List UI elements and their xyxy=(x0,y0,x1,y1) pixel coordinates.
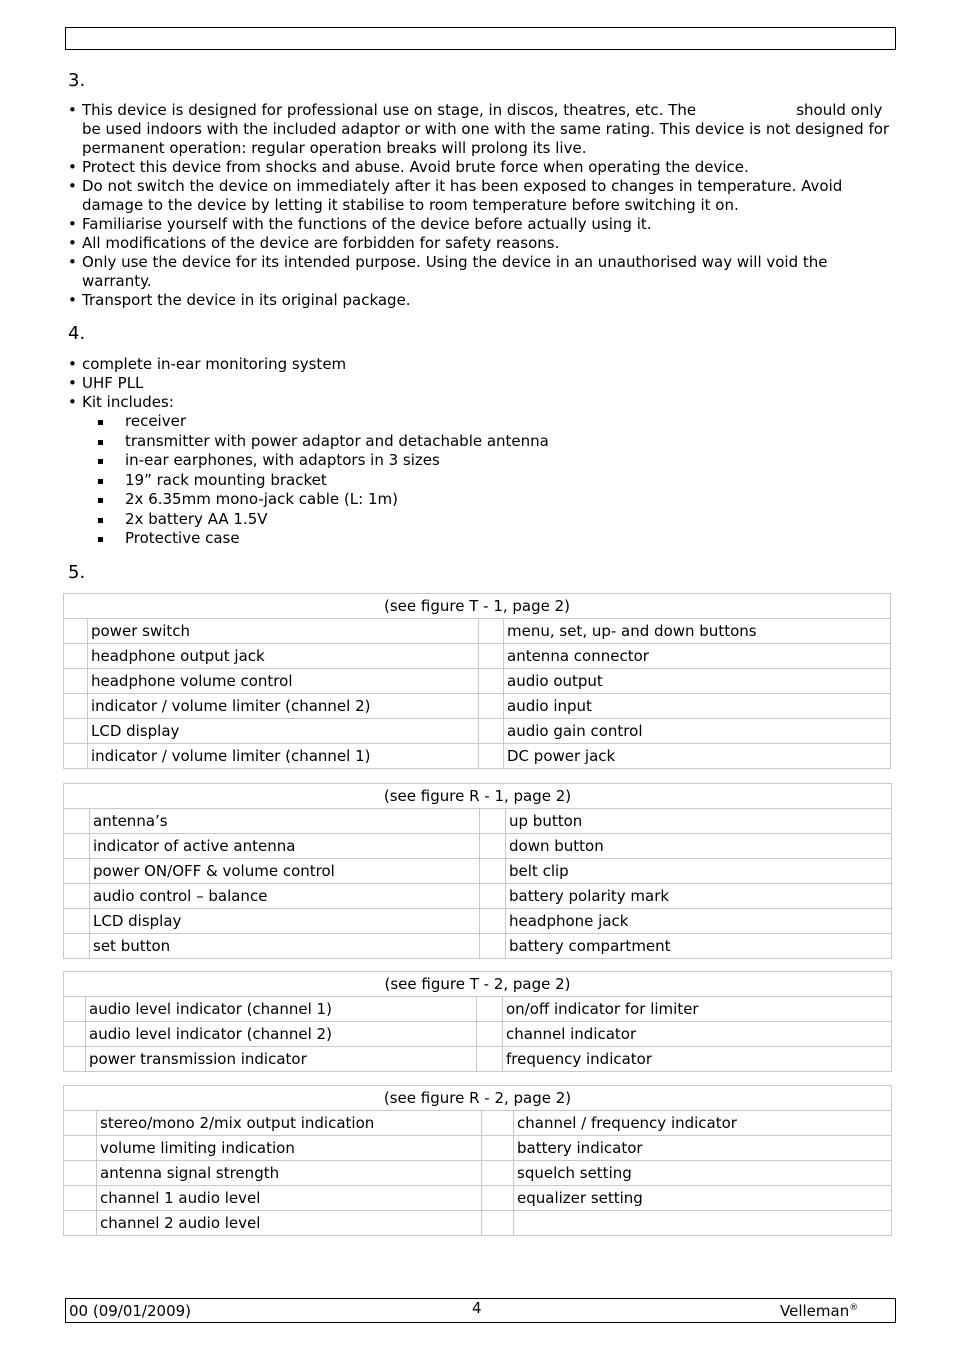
table-caption: (see figure T - 2, page 2) xyxy=(64,972,892,997)
list-item: • All modifications of the device are forbidden for safety reasons. xyxy=(68,234,898,253)
table-row xyxy=(64,997,892,1022)
table-cell: belt clip xyxy=(506,859,892,884)
table-cell: indicator of active antenna xyxy=(90,834,480,859)
table-cell: squelch setting xyxy=(514,1161,892,1186)
table-row xyxy=(64,644,891,669)
table-cell: channel indicator xyxy=(503,1022,892,1047)
table-cell: audio control – balance xyxy=(90,884,480,909)
table-row xyxy=(64,619,891,644)
kit-item: transmitter with power adaptor and detachable antenna xyxy=(82,432,898,452)
table-cell: audio output xyxy=(504,669,891,694)
table-cell xyxy=(514,1211,892,1236)
table-row xyxy=(64,1161,892,1186)
table-cell: LCD display xyxy=(88,719,479,744)
table-cell: equalizer setting xyxy=(514,1186,892,1211)
table-cell: battery indicator xyxy=(514,1136,892,1161)
table-cell: power switch xyxy=(88,619,479,644)
table-cell: channel / frequency indicator xyxy=(514,1111,892,1136)
list-item: • Only use the device for its intended purpose. Using the device in an unauthorised way will void the warranty. xyxy=(68,253,898,291)
table-cell: set button xyxy=(90,934,480,959)
table-row xyxy=(64,1047,892,1072)
table-cell: battery compartment xyxy=(506,934,892,959)
table-cell: down button xyxy=(506,834,892,859)
page-number: 4 xyxy=(472,1299,482,1317)
transmitter-display-table xyxy=(63,971,892,1072)
kit-item: Protective case xyxy=(82,529,898,549)
kit-items-list xyxy=(82,412,898,549)
header-box xyxy=(65,27,896,50)
table-cell: antenna signal strength xyxy=(97,1161,482,1186)
footer-brand xyxy=(780,1302,858,1320)
list-item: • Familiarise yourself with the functions of the device before actually using it. xyxy=(68,215,898,234)
table-cell: channel 1 audio level xyxy=(97,1186,482,1211)
table-cell: headphone jack xyxy=(506,909,892,934)
table-row xyxy=(64,1186,892,1211)
table-row xyxy=(64,669,891,694)
table-row xyxy=(64,909,892,934)
kit-item: receiver xyxy=(82,412,898,432)
table-cell: stereo/mono 2/mix output indication xyxy=(97,1111,482,1136)
table-cell: frequency indicator xyxy=(503,1047,892,1072)
kit-item: 2x 6.35mm mono-jack cable (L: 1m) xyxy=(82,490,898,510)
section-4-number: 4. xyxy=(68,323,86,344)
table-cell: up button xyxy=(506,809,892,834)
table-caption: (see figure R - 2, page 2) xyxy=(64,1086,892,1111)
table-row xyxy=(64,1111,892,1136)
list-item: • Do not switch the device on immediately after it has been exposed to changes in temperature. Avoid damage to the device by letting it stabilise to room temperature before switching it on. xyxy=(68,177,898,215)
section-5-number: 5. xyxy=(68,562,86,583)
receiver-display-table xyxy=(63,1085,892,1236)
section-3-number: 3. xyxy=(68,70,86,91)
list-item: • complete in-ear monitoring system xyxy=(68,355,898,374)
table-cell: LCD display xyxy=(90,909,480,934)
table-caption: (see figure R - 1, page 2) xyxy=(64,784,892,809)
transmitter-front-table xyxy=(63,593,891,769)
table-row xyxy=(64,809,892,834)
table-cell: audio gain control xyxy=(504,719,891,744)
table-cell: battery polarity mark xyxy=(506,884,892,909)
table-caption: (see figure T - 1, page 2) xyxy=(64,594,891,619)
table-cell: indicator / volume limiter (channel 1) xyxy=(88,744,479,769)
table-cell: headphone volume control xyxy=(88,669,479,694)
list-item: • UHF PLL xyxy=(68,374,898,393)
kit-item: in-ear earphones, with adaptors in 3 sizes xyxy=(82,451,898,471)
table-row xyxy=(64,719,891,744)
table-cell: DC power jack xyxy=(504,744,891,769)
kit-item: 2x battery AA 1.5V xyxy=(82,510,898,530)
table-cell: menu, set, up- and down buttons xyxy=(504,619,891,644)
table-row xyxy=(64,694,891,719)
table-row xyxy=(64,934,892,959)
table-cell: power ON/OFF & volume control xyxy=(90,859,480,884)
table-row xyxy=(64,1136,892,1161)
list-item xyxy=(68,393,898,549)
list-item: • Protect this device from shocks and abuse. Avoid brute force when operating the device. xyxy=(68,158,898,177)
table-cell: audio level indicator (channel 2) xyxy=(86,1022,477,1047)
table-cell: audio input xyxy=(504,694,891,719)
brand-name: Velleman xyxy=(780,1302,850,1320)
table-cell: on/off indicator for limiter xyxy=(503,997,892,1022)
registered-mark: ® xyxy=(849,1303,859,1313)
table-cell: power transmission indicator xyxy=(86,1047,477,1072)
kit-label: Kit includes: xyxy=(82,393,174,411)
safety-list xyxy=(68,101,898,310)
table-cell: antenna’s xyxy=(90,809,480,834)
footer-version: 00 (09/01/2009) xyxy=(69,1302,192,1320)
table-row xyxy=(64,744,891,769)
kit-item: 19” rack mounting bracket xyxy=(82,471,898,491)
features-list xyxy=(68,355,898,549)
table-cell: headphone output jack xyxy=(88,644,479,669)
table-row xyxy=(64,1211,892,1236)
table-cell: antenna connector xyxy=(504,644,891,669)
list-item: • Transport the device in its original package. xyxy=(68,291,898,310)
table-row xyxy=(64,1022,892,1047)
table-row xyxy=(64,884,892,909)
table-row xyxy=(64,859,892,884)
footer xyxy=(65,1298,896,1323)
receiver-front-table xyxy=(63,783,892,959)
table-cell: channel 2 audio level xyxy=(97,1211,482,1236)
table-row xyxy=(64,834,892,859)
table-cell: audio level indicator (channel 1) xyxy=(86,997,477,1022)
table-cell: volume limiting indication xyxy=(97,1136,482,1161)
list-item: • This device is designed for professional use on stage, in discos, theatres, etc. The should only be used indoors with the included adaptor or with one with the same rating. This device is not designed for permanent operation: regular operation breaks will prolong its live. xyxy=(68,101,898,158)
table-cell: indicator / volume limiter (channel 2) xyxy=(88,694,479,719)
